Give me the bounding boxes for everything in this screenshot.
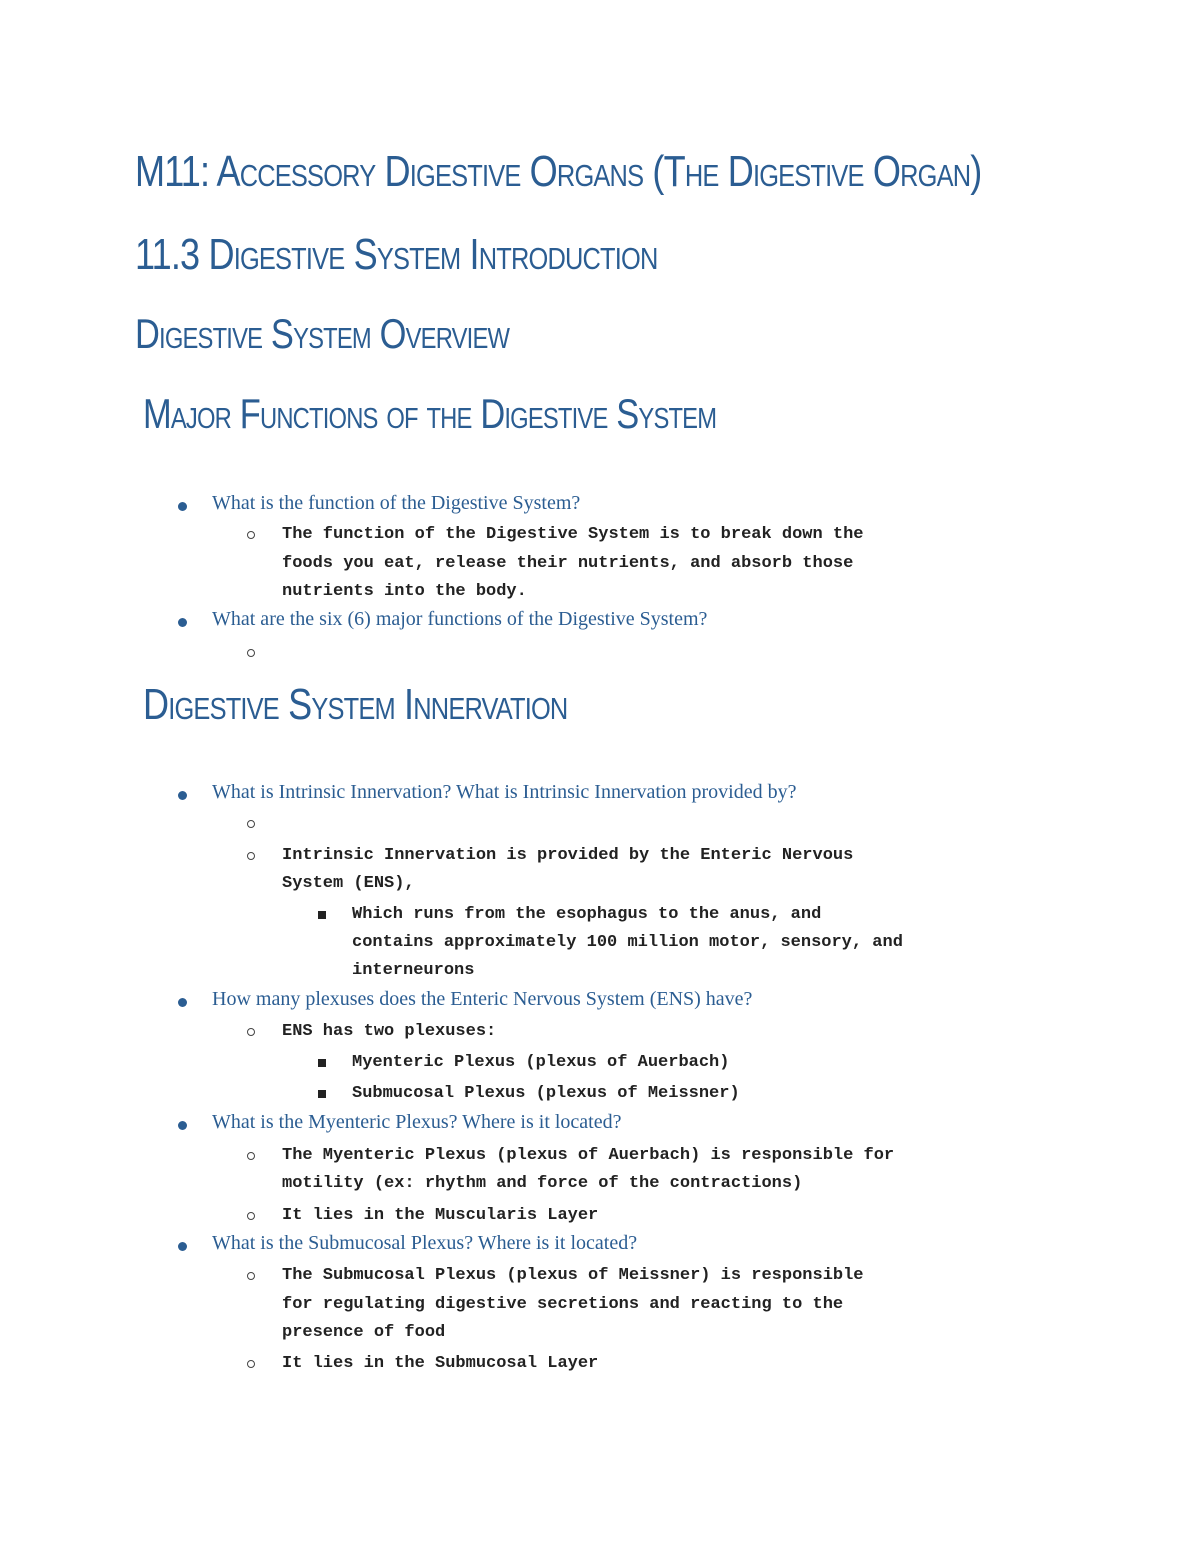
question-myenteric: What is the Myenteric Plexus? Where is it located?: [212, 1111, 622, 1133]
overview-heading: Digestive System Overview: [135, 310, 510, 357]
bullet-dot-icon: [178, 791, 187, 800]
bullet-dot-icon: [178, 1121, 187, 1130]
functions-heading: Major Functions of the Digestive System: [143, 390, 717, 437]
circle-bullet-icon: [247, 1152, 255, 1160]
question-plexuses: How many plexuses does the Enteric Nervous System (ENS) have?: [212, 988, 753, 1010]
circle-bullet-icon: [247, 1360, 255, 1368]
section-title: 11.3 Digestive System Introduction: [135, 230, 658, 279]
sub-answer-line: contains approximately 100 million motor, sensory, and: [352, 933, 903, 952]
circle-bullet-icon: [247, 820, 255, 828]
circle-bullet-icon: [247, 1028, 255, 1036]
circle-bullet-icon: [247, 1272, 255, 1280]
sub-answer-line: interneurons: [352, 961, 475, 980]
answer-line: ENS has two plexuses:: [282, 1022, 497, 1041]
bullet-dot-icon: [178, 1242, 187, 1251]
square-bullet-icon: [318, 911, 326, 919]
answer-line: It lies in the Muscularis Layer: [282, 1206, 599, 1225]
answer-line: nutrients into the body.: [282, 582, 527, 601]
sub-answer-line: Which runs from the esophagus to the anus, and: [352, 905, 822, 924]
module-title: M11: Accessory Digestive Organs (The Digestive Organ): [135, 147, 982, 196]
circle-bullet-icon: [247, 852, 255, 860]
answer-line: motility (ex: rhythm and force of the contractions): [282, 1174, 803, 1193]
circle-bullet-icon: [247, 649, 255, 657]
square-bullet-icon: [318, 1059, 326, 1067]
answer-line: foods you eat, release their nutrients, and absorb those: [282, 554, 854, 573]
sub-answer-line: Submucosal Plexus (plexus of Meissner): [352, 1084, 740, 1103]
answer-line: It lies in the Submucosal Layer: [282, 1354, 599, 1373]
answer-line: System (ENS),: [282, 874, 415, 893]
answer-line: The function of the Digestive System is to break down the: [282, 525, 864, 544]
question-six-functions: What are the six (6) major functions of the Digestive System?: [212, 608, 708, 630]
bullet-dot-icon: [178, 618, 187, 627]
question-intrinsic: What is Intrinsic Innervation? What is Intrinsic Innervation provided by?: [212, 781, 797, 803]
circle-bullet-icon: [247, 1212, 255, 1220]
question-submucosal: What is the Submucosal Plexus? Where is it located?: [212, 1232, 638, 1254]
bullet-dot-icon: [178, 502, 187, 511]
circle-bullet-icon: [247, 531, 255, 539]
innervation-heading: Digestive System Innervation: [143, 680, 568, 729]
answer-line: The Submucosal Plexus (plexus of Meissner) is responsible: [282, 1266, 864, 1285]
question-function: What is the function of the Digestive System?: [212, 492, 581, 514]
sub-answer-line: Myenteric Plexus (plexus of Auerbach): [352, 1053, 730, 1072]
answer-line: presence of food: [282, 1323, 446, 1342]
answer-line: Intrinsic Innervation is provided by the Enteric Nervous: [282, 846, 854, 865]
bullet-dot-icon: [178, 998, 187, 1007]
answer-line: for regulating digestive secretions and reacting to the: [282, 1295, 844, 1314]
answer-line: The Myenteric Plexus (plexus of Auerbach) is responsible for: [282, 1146, 895, 1165]
square-bullet-icon: [318, 1090, 326, 1098]
